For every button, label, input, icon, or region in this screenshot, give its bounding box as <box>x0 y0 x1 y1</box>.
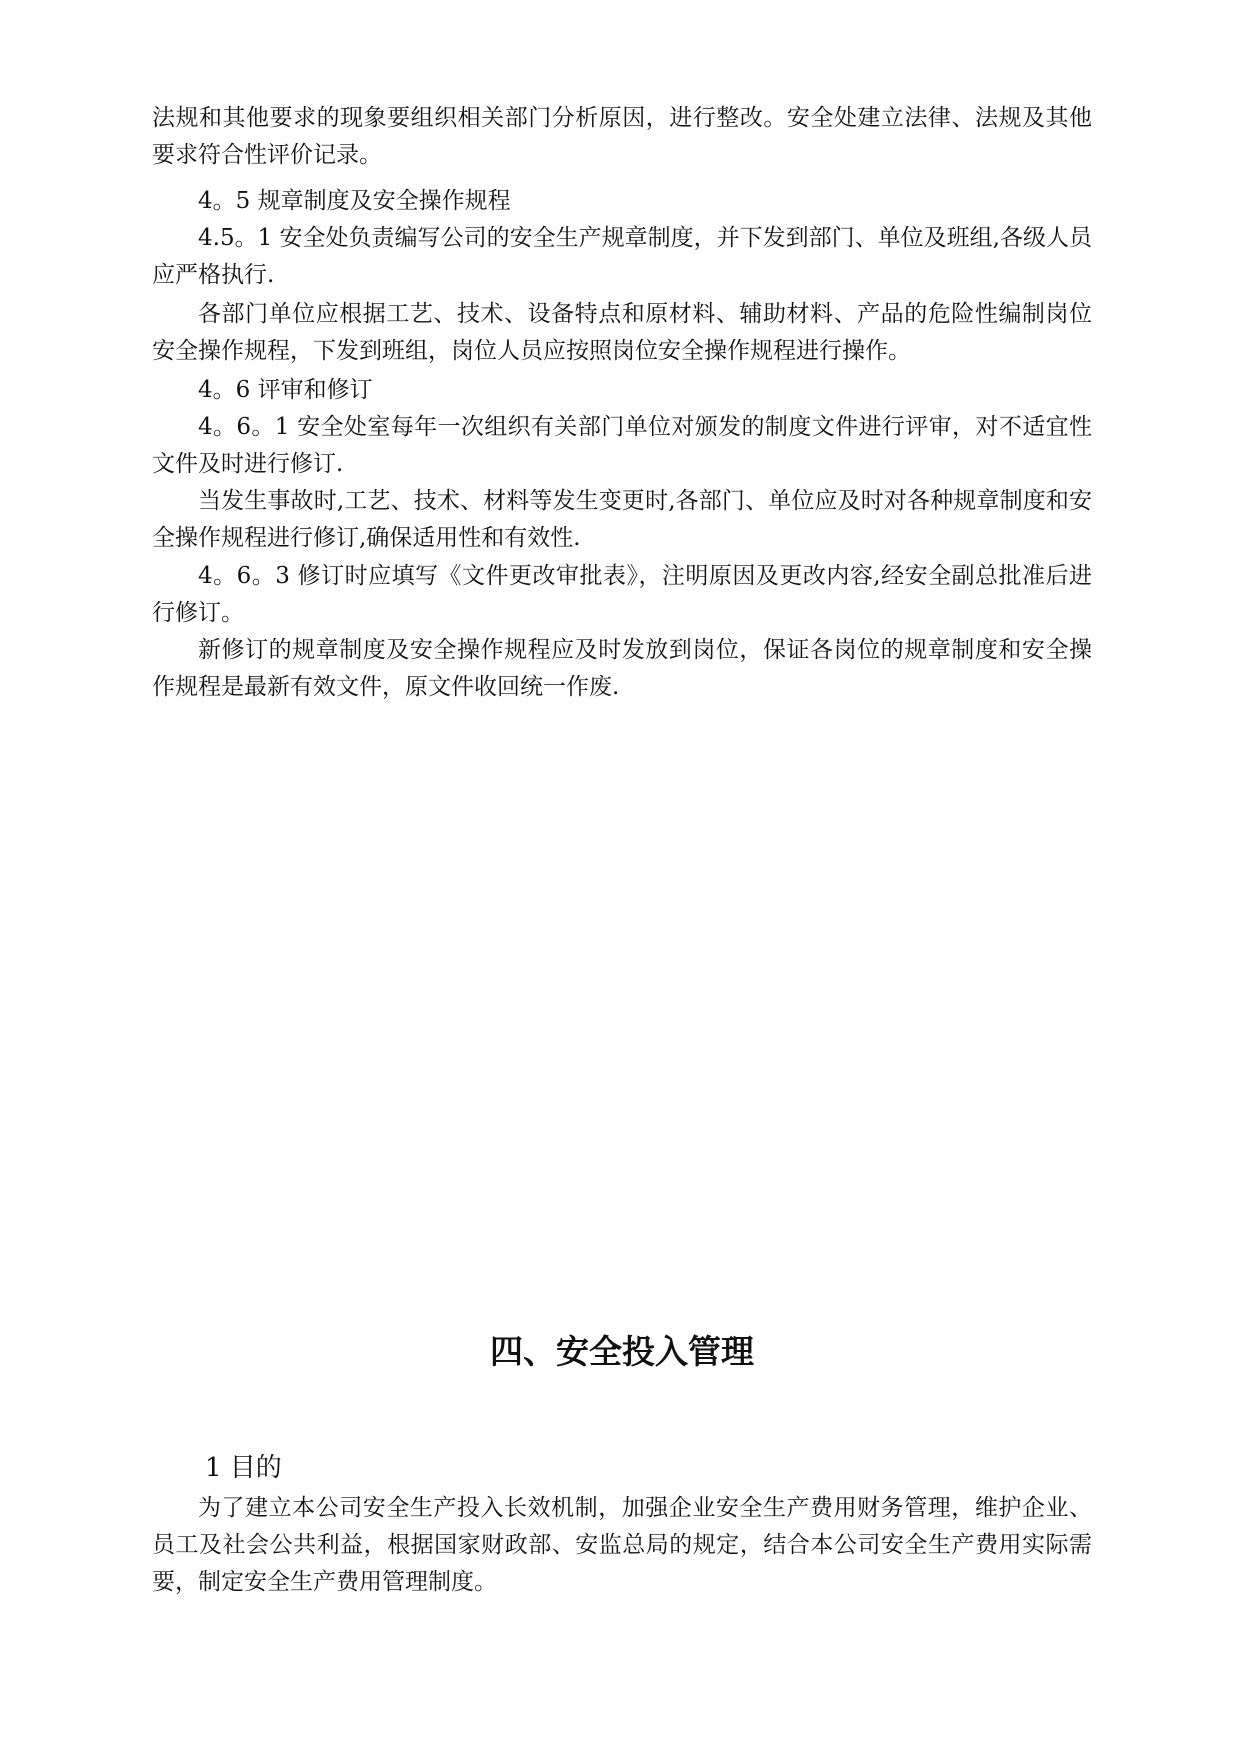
section-title: 四、安全投入管理 <box>490 1332 754 1371</box>
paragraph-new-revisions: 新修订的规章制度及安全操作规程应及时发放到岗位，保证各岗位的规章制度和安全操作规程是最新有效文件，原文件收回统一作废. <box>152 637 1092 700</box>
paragraph-regulations-compliance: 法规和其他要求的现象要组织相关部门分析原因，进行整改。安全处建立法律、法规及其他要求符合性评价记录。 <box>152 105 1092 168</box>
paragraph-4-6-3: 4。6。3 修订时应填写《文件更改审批表》，注明原因及更改内容,经安全副总批准后进行修订。 <box>152 563 1092 626</box>
section-subtitle: 1 目的 <box>205 1453 282 1483</box>
paragraph-4-6-1: 4。6。1 安全处室每年一次组织有关部门单位对颁发的制度文件进行评审，对不适宜性文件及时进行修订. <box>152 414 1092 477</box>
section-body: 为了建立本公司安全生产投入长效机制，加强企业安全生产费用财务管理，维护企业、员工及社会公共利益，根据国家财政部、安监总局的规定，结合本公司安全生产费用实际需要，制定安全生产费用管理制度。 <box>152 1495 1092 1595</box>
paragraph-operating-procedures: 各部门单位应根据工艺、技术、设备特点和原材料、辅助材料、产品的危险性编制岗位安全操作规程，下发到班组，岗位人员应按照岗位安全操作规程进行操作。 <box>152 301 1092 364</box>
paragraph-4-5-1: 4.5。1 安全处负责编写公司的安全生产规章制度，并下发到部门、单位及班组,各级人员应严格执行. <box>152 225 1092 288</box>
paragraph-revision-on-change: 当发生事故时,工艺、技术、材料等发生变更时,各部门、单位应及时对各种规章制度和安全操作规程进行修订,确保适用性和有效性. <box>152 488 1092 551</box>
heading-4-6: 4。6 评审和修订 <box>198 377 373 403</box>
heading-4-5: 4。5 规章制度及安全操作规程 <box>198 188 511 214</box>
